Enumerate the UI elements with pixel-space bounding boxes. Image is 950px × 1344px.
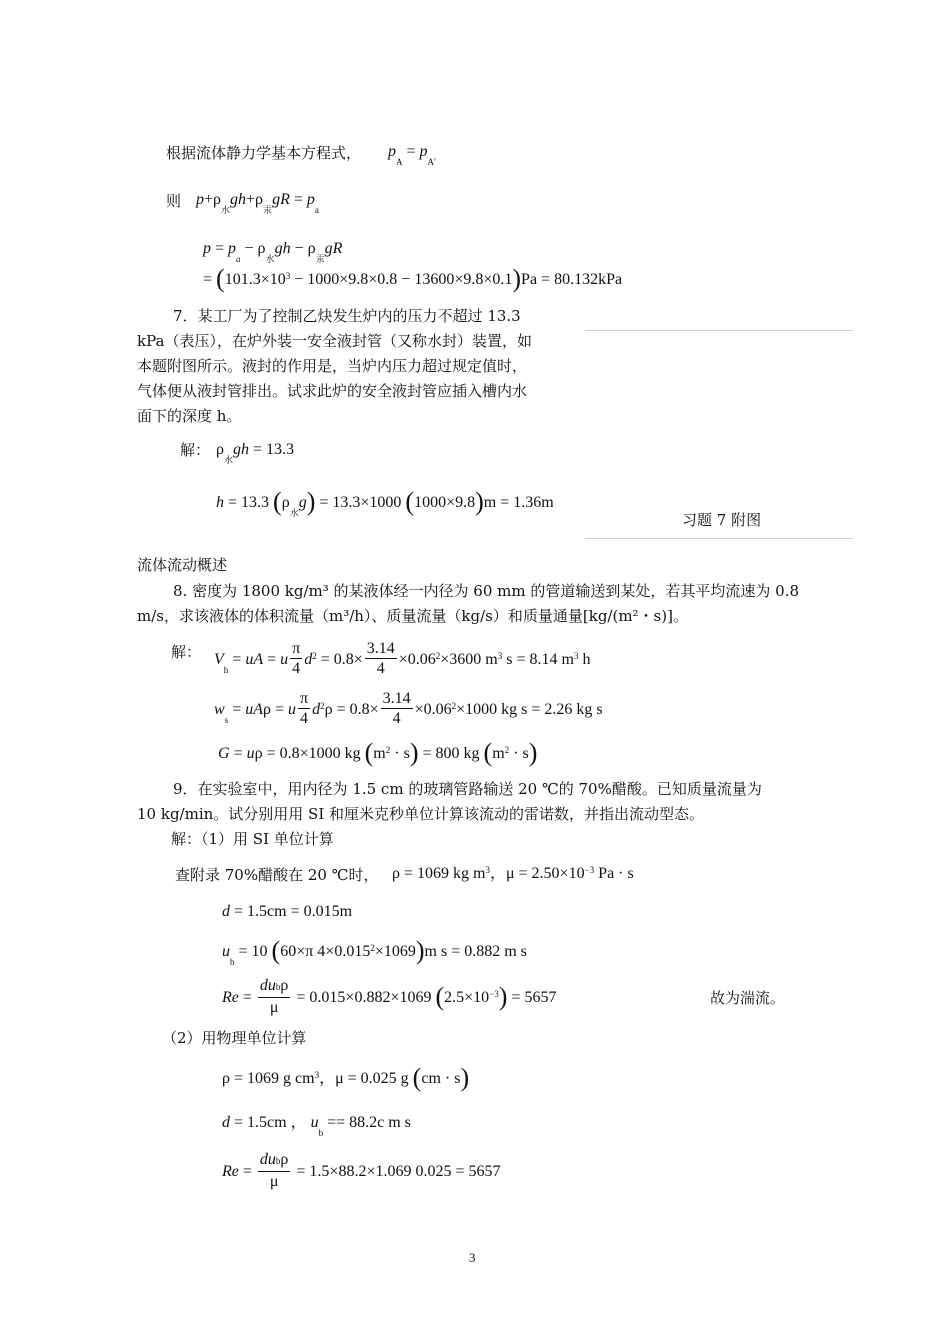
q9-solve-label: 解：（1）用 SI 单位计算 <box>171 830 334 848</box>
figure-bottom-rule <box>585 538 853 539</box>
q8-line1: 8. 密度为 1800 kg/m³ 的某液体经一内径为 60 mm 的管道输送到某处，若其平均流速为 0.8 <box>173 582 800 600</box>
equation-pa-equal: $p_A = p_{A'}$ <box>388 143 436 167</box>
q9-lookup: 查附录 70%醋酸在 20 ℃时， <box>175 866 379 884</box>
equation-q8-ws: $w_s = uA\rho = u$ $\frac{\pi}{4}$ $d^2\rho = 0.8\times$ $\frac{3.14}{4}$ $\times 0.06^2\times 1000$ kg s = 2.26 kg s <box>214 690 603 727</box>
text-then: 则 <box>166 192 182 210</box>
q9-turbulent: 故为湍流。 <box>710 989 786 1007</box>
q9-line2: 10 kg/min。试分别用用 SI 和厘米克秒单位计算该流动的雷诺数，并指出流动型态。 <box>137 805 705 823</box>
equation-q9-cgs-props: ρ = 1069 g $cm^3$，μ = 0.025 g (cm · s) <box>222 1063 470 1092</box>
q7-line4: 气体便从液封管排出。试求此炉的安全液封管应插入槽内水 <box>137 382 528 400</box>
equation-p-value: = $(101.3\times 10^3 - 1000\times 9.8\times 0.8 - 13600\times 9.8\times 0.1)Pa = 80.132kPa$ <box>203 264 623 293</box>
q7-line2: kPa（表压），在炉外装一安全液封管（又称水封）装置，如 <box>137 332 532 350</box>
q9-part2: （2）用物理单位计算 <box>162 1029 307 1047</box>
equation-q9-cgs-d: d = 1.5cm ， $u_b == 88.2c$ m s <box>222 1114 411 1138</box>
equation-q8-vh: $V_h$ = uA = u $\frac{\pi}{4}$ $d^2 = 0.8\times$ $\frac{3.14}{4}$ $\times 0.06^2\times 3600$ $m^3$ s = 8.14 $m^3$ h <box>214 640 591 677</box>
q7-line3: 本题附图所示。液封的作用是，当炉内压力超过规定值时， <box>137 357 528 375</box>
figure-caption: 习题 7 附图 <box>682 511 762 529</box>
equation-q9-cgs-re: Re = $\frac{\text{dubρ}}{\mu}$ = 1.5×88.2×1.069 0.025 = 5657 <box>222 1151 501 1190</box>
equation-p-expr: $p = p_a - \rho_水gh - \rho_汞gR$ <box>203 240 343 264</box>
q8-line2: m/s，求该液体的体积流量（m³/h）、质量流量（kg/s）和质量通量[kg/(m²・s)]。 <box>137 607 688 625</box>
q9-line1: 9．在实验室中，用内径为 1.5 cm 的玻璃管路输送 20 ℃的 70%醋酸。已知质量流量为 <box>173 780 762 798</box>
equation-q8-g: G = uρ = 0.8×1000 kg $(m^2 \cdot s) = 800$ kg $(m^2 \cdot s)$ <box>218 738 538 767</box>
equation-q9-ub: $u_b = 10$ (60×π $4\times 0.015^2\times 1069)m$ s = 0.882 m s <box>222 936 527 967</box>
equation-q9-re: Re = $\frac{\text{dubρ}}{\mu}$ = 0.015×0.882×1069 $(2.5\times 10^{-3}) = 5657$ <box>222 977 557 1016</box>
section-heading: 流体流动概述 <box>137 556 228 574</box>
text-static-equation-intro: 根据流体静力学基本方程式， <box>166 144 362 162</box>
equation-q9-props: ρ = 1069 kg $m^3$，$\mu = 2.50\times 10^{-3}$ Pa · s <box>392 865 634 882</box>
equation-q7-1: $\rho_水gh = 13.3$ <box>216 441 295 465</box>
figure-top-rule <box>585 330 853 331</box>
page-number: 3 <box>469 1250 476 1265</box>
equation-q9-d: d = 1.5cm = 0.015m <box>222 903 353 920</box>
equation-balance: $p+\rho_水gh+\rho_汞gR = p_a$ <box>196 191 319 215</box>
q7-line5: 面下的深度 h。 <box>137 407 242 425</box>
q7-solve-label: 解： <box>180 441 211 459</box>
equation-q7-2: h = 13.3 $(\rho_水g) = 13.3\times 1000$ (1000×9.8)m = 1.36m <box>216 487 554 518</box>
q7-line1: 7．某工厂为了控制乙炔发生炉内的压力不超过 13.3 <box>173 307 521 325</box>
q8-solve-label: 解： <box>171 643 202 661</box>
